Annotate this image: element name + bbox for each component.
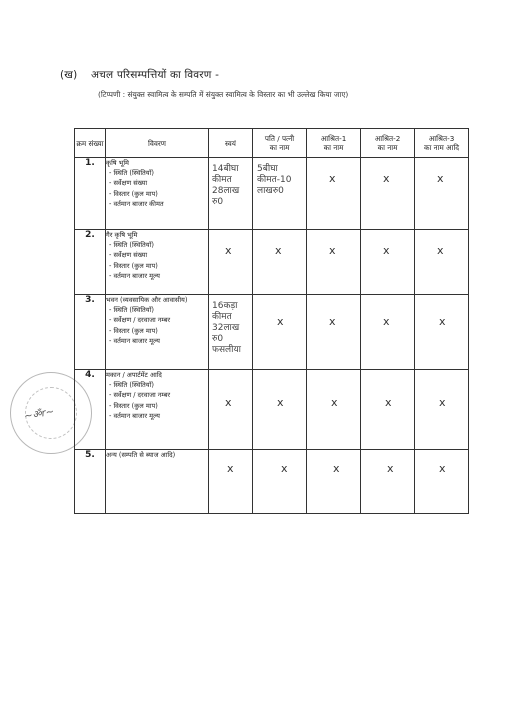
cell-dep2 xyxy=(361,158,415,230)
table-row xyxy=(75,450,469,514)
row-description xyxy=(106,295,209,370)
handwritten-entry: 5बीघा कीमत-10 लाखरु0 xyxy=(257,164,292,196)
cell-dep1 xyxy=(307,450,361,514)
handwritten-entry: 16कड़ा कीमत 32लाख रु0 फसलीया xyxy=(212,301,242,355)
cell-spouse xyxy=(253,158,307,230)
header-dep3-sub: का नाम आदि xyxy=(423,143,460,152)
section-heading xyxy=(60,68,219,82)
cross-mark: x xyxy=(383,244,390,257)
row-item: - वर्तमान बाजार कीमत xyxy=(109,199,164,208)
cross-mark: x xyxy=(439,462,446,475)
cell-dep2 xyxy=(361,370,415,450)
cross-mark: x xyxy=(329,244,336,257)
cross-mark: x xyxy=(383,172,390,185)
cell-self xyxy=(209,158,253,230)
section-title: अचल परिसम्पत्तियों का विवरण - xyxy=(90,69,220,81)
cross-mark: x xyxy=(329,172,336,185)
header-dep2-label: आश्रित-2 xyxy=(374,134,401,143)
row-item: - सर्वेक्षण / दरवाजा नम्बर xyxy=(109,391,171,400)
row-item: - स्थिति (स्थितियाँ) xyxy=(109,169,154,178)
header-spouse xyxy=(253,129,307,158)
cross-mark: x xyxy=(281,462,288,475)
row-title: अन्य (सम्पति से ब्याज आदि) xyxy=(106,451,176,459)
row-item: - विस्तार (कुल माप) xyxy=(109,189,158,198)
cell-dep2 xyxy=(361,450,415,514)
row-item: - वर्तमान बाजार मूल्य xyxy=(109,271,160,280)
row-item: - सर्वेक्षण संख्या xyxy=(109,251,148,260)
cell-dep3 xyxy=(415,158,469,230)
cell-dep3 xyxy=(415,370,469,450)
header-spouse-sub: का नाम xyxy=(269,143,290,152)
cell-spouse xyxy=(253,295,307,370)
row-item: - सर्वेक्षण / दरवाजा नम्बर xyxy=(109,316,171,325)
cell-dep2 xyxy=(361,230,415,295)
header-desc: विवरण xyxy=(106,129,209,158)
table-row xyxy=(75,158,469,230)
row-sno: 4. xyxy=(75,370,106,450)
cell-dep2 xyxy=(361,295,415,370)
cross-mark: x xyxy=(329,315,336,328)
table-row xyxy=(75,370,469,450)
row-item: - विस्तार (कुल माप) xyxy=(109,261,158,270)
cross-mark: x xyxy=(227,462,234,475)
section-marker: (ख) xyxy=(60,69,78,81)
row-description xyxy=(106,370,209,450)
cross-mark: x xyxy=(437,172,444,185)
cross-mark: x xyxy=(225,244,232,257)
header-dep3-label: आश्रित-3 xyxy=(428,134,455,143)
row-description xyxy=(106,450,209,514)
header-spouse-label: पति / पत्नी xyxy=(264,134,295,143)
cell-dep3 xyxy=(415,230,469,295)
row-description xyxy=(106,158,209,230)
table-header-row xyxy=(75,129,469,158)
row-title: भवन (व्यवसायिक और आवासीय) xyxy=(106,296,188,304)
row-item: - स्थिति (स्थितियाँ) xyxy=(109,381,154,390)
row-item: - वर्तमान बाजार मूल्य xyxy=(109,411,160,420)
cell-dep1 xyxy=(307,230,361,295)
handwritten-signature: ~ॐr~ xyxy=(23,406,55,423)
cross-mark: x xyxy=(385,396,392,409)
header-dep1-sub: का नाम xyxy=(323,143,344,152)
cross-mark: x xyxy=(225,396,232,409)
header-dep1-label: आश्रित-1 xyxy=(320,134,347,143)
row-title: गैर कृषि भूमि xyxy=(106,231,138,239)
cross-mark: x xyxy=(277,396,284,409)
cross-mark: x xyxy=(383,315,390,328)
cell-self xyxy=(209,370,253,450)
handwritten-entry: 14बीघा कीमत 28लाख रु0 xyxy=(212,164,240,207)
cell-spouse xyxy=(253,370,307,450)
cross-mark: x xyxy=(439,315,446,328)
header-dep2 xyxy=(361,129,415,158)
header-self: स्वयं xyxy=(209,129,253,158)
table-row xyxy=(75,230,469,295)
cross-mark: x xyxy=(439,396,446,409)
header-dep1 xyxy=(307,129,361,158)
row-description xyxy=(106,230,209,295)
cross-mark: x xyxy=(275,244,282,257)
row-item: - विस्तार (कुल माप) xyxy=(109,401,158,410)
cell-spouse xyxy=(253,230,307,295)
table-row xyxy=(75,295,469,370)
cell-spouse xyxy=(253,450,307,514)
header-dep2-sub: का नाम xyxy=(377,143,398,152)
cell-dep1 xyxy=(307,295,361,370)
cell-self xyxy=(209,450,253,514)
cross-mark: x xyxy=(277,315,284,328)
row-sno: 2. xyxy=(75,230,106,295)
cell-self xyxy=(209,295,253,370)
row-sno: 1. xyxy=(75,158,106,230)
cell-dep3 xyxy=(415,450,469,514)
cell-dep1 xyxy=(307,370,361,450)
row-sno: 5. xyxy=(75,450,106,514)
header-sno: क्रम संख्या xyxy=(75,129,106,158)
row-item: - वर्तमान बाजार मूल्य xyxy=(109,336,160,345)
section-note: (टिप्पणी : संयुक्त स्वामित्व के सम्पति में संयुक्त स्वामित्व के विस्तार का भी उल्लेख किया जाए) xyxy=(98,90,349,99)
row-title: कृषि भूमि xyxy=(106,159,129,167)
row-item: - सर्वेक्षण संख्या xyxy=(109,179,148,188)
cell-dep3 xyxy=(415,295,469,370)
row-item: - स्थिति (स्थितियाँ) xyxy=(109,241,154,250)
cross-mark: x xyxy=(331,396,338,409)
header-dep3 xyxy=(415,129,469,158)
row-title: मकान / अपार्टमेंट आदि xyxy=(106,371,162,379)
row-item: - स्थिति (स्थितियाँ) xyxy=(109,306,154,315)
cell-dep1 xyxy=(307,158,361,230)
row-item: - विस्तार (कुल माप) xyxy=(109,326,158,335)
row-sno: 3. xyxy=(75,295,106,370)
cross-mark: x xyxy=(333,462,340,475)
immovable-assets-table xyxy=(74,128,469,514)
cross-mark: x xyxy=(437,244,444,257)
cell-self xyxy=(209,230,253,295)
cross-mark: x xyxy=(387,462,394,475)
